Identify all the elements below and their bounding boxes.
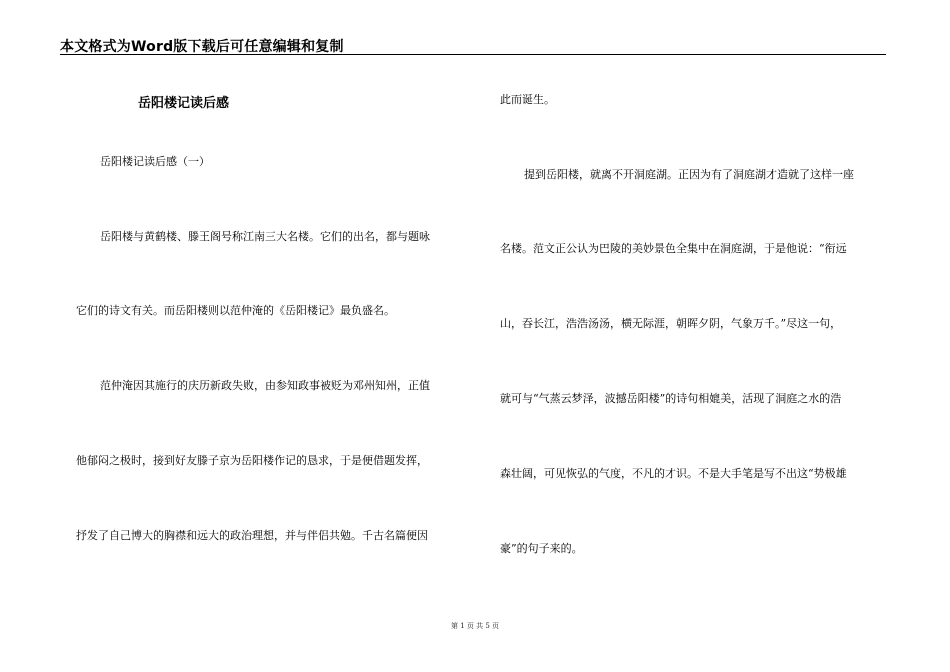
paragraph-line: 抒发了自己博大的胸襟和远大的政治理想，并与伴侣共勉。千古名篇便因 <box>76 529 428 542</box>
paragraph-line: 提到岳阳楼，就离不开洞庭湖。正因为有了洞庭湖才造就了这样一座 <box>524 168 854 181</box>
paragraph-line: 名楼。范文正公认为巴陵的美妙景色全集中在洞庭湖，于是他说：“衔远 <box>500 242 847 255</box>
paragraph-line: 山，吞长江，浩浩汤汤，横无际涯，朝晖夕阴，气象万千。”尽这一句， <box>500 317 842 330</box>
header-text: 本文格式为Word版下载后可任意编辑和复制 <box>60 39 344 55</box>
left-column <box>76 0 476 672</box>
paragraph-line: 岳阳楼与黄鹤楼、滕王阁号称江南三大名楼。它们的出名，都与题咏 <box>100 230 430 243</box>
paragraph-line: 岳阳楼记读后感（一） <box>100 155 210 168</box>
paragraph-line: 此而诞生。 <box>500 93 555 106</box>
paragraph-line: 他郁闷之极时，接到好友滕子京为岳阳楼作记的恳求，于是便借题发挥， <box>76 454 428 467</box>
paragraph-line: 豪”的句子来的。 <box>500 542 583 555</box>
right-column <box>500 0 890 672</box>
paragraph-line: 范仲淹因其施行的庆历新政失败，由参知政事被贬为邓州知州，正值 <box>100 379 430 392</box>
document-title: 岳阳楼记读后感 <box>138 96 230 111</box>
paragraph-line: 它们的诗文有关。而岳阳楼则以范仲淹的《岳阳楼记》最负盛名。 <box>76 304 395 317</box>
paragraph-line: 森壮阔，可见恢弘的气度，不凡的才识。不是大手笔是写不出这“势极雄 <box>500 467 847 480</box>
page-footer: 第 1 页 共 5 页 <box>450 622 500 630</box>
paragraph-line: 就可与“气蒸云梦泽，波撼岳阳楼”的诗句相媲美，活现了洞庭之水的浩 <box>500 392 842 405</box>
